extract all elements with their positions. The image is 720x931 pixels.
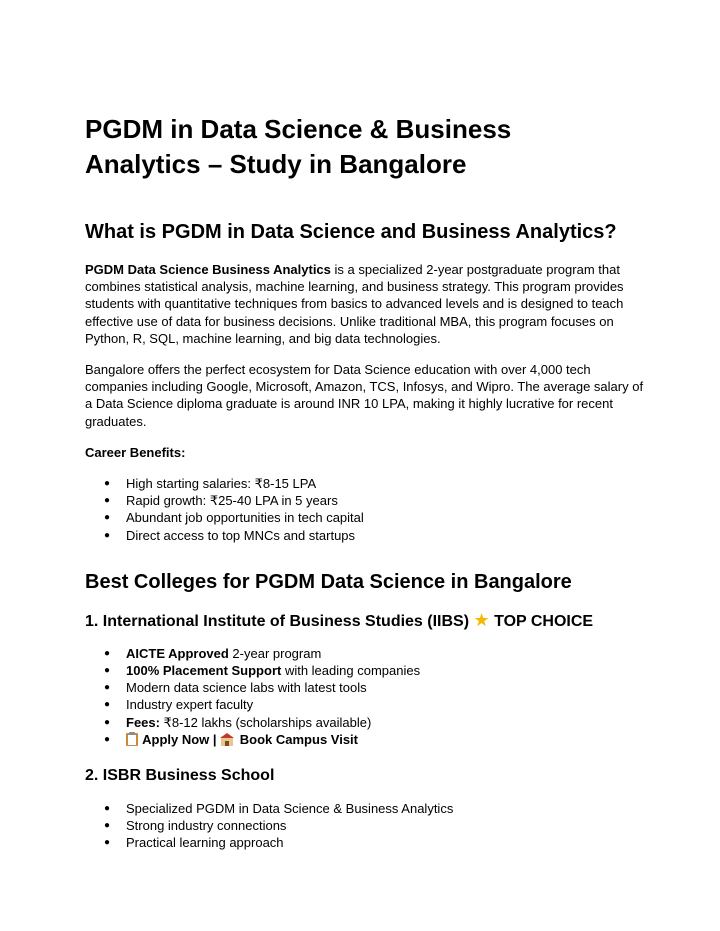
list-item: ● Fees: ₹8-12 lakhs (scholarships available) <box>85 714 645 731</box>
list-item: ● High starting salaries: ₹8-15 LPA <box>85 475 645 492</box>
intro-bold: PGDM Data Science Business Analytics <box>85 262 331 277</box>
title-line-2: Analytics – Study in Bangalore <box>85 149 467 179</box>
college-2-heading: 2. ISBR Business School <box>85 767 275 785</box>
title-line-1: PGDM in Data Science & Business <box>85 114 512 144</box>
career-benefits-list <box>85 475 645 544</box>
list-item: ● Direct access to top MNCs and startups <box>85 527 645 544</box>
list-item: ● Specialized PGDM in Data Science & Business Analytics <box>85 800 645 817</box>
list-item: ● Rapid growth: ₹25-40 LPA in 5 years <box>85 492 645 509</box>
document-title <box>85 112 645 182</box>
document-content <box>85 112 645 852</box>
list-item: ● 100% Placement Support with leading companies <box>85 662 645 679</box>
list-item: ● AICTE Approved 2-year program <box>85 645 645 662</box>
apply-now-link[interactable]: Apply Now | <box>139 731 221 747</box>
college-2-list <box>85 800 645 852</box>
list-item: ● Practical learning approach <box>85 834 645 851</box>
school-icon <box>220 733 234 746</box>
list-item: ● Strong industry connections <box>85 817 645 834</box>
book-campus-visit-link[interactable]: Book Campus Visit <box>236 731 358 747</box>
clipboard-icon <box>126 732 138 746</box>
list-item: ● Industry expert faculty <box>85 696 645 713</box>
list-item-actions <box>85 731 645 748</box>
career-benefits-heading: Career Benefits: <box>85 444 186 460</box>
intro-paragraph <box>85 261 645 347</box>
section-heading-best-colleges: Best Colleges for PGDM Data Science in Bangalore <box>85 570 572 593</box>
list-item: ● Abundant job opportunities in tech capital <box>85 509 645 526</box>
college-1-heading: 1. International Institute of Business Studies (IIBS) ★ TOP CHOICE <box>85 609 594 630</box>
section-heading-what-is: What is PGDM in Data Science and Business Analytics? <box>85 221 617 243</box>
bangalore-paragraph: Bangalore offers the perfect ecosystem for Data Science education with over 4,000 tech companies including Google, Microsoft, Amazon, TCS, Infosys, and Wipro. The average salary of a Data Science diploma graduate is around INR 10 LPA, making it highly lucrative for recent graduates. <box>85 362 644 429</box>
intro-text: is a specialized 2-year postgraduate program that combines statistical analysis, machine learning, and business strategy. This program provides students with quantitative techniques from basics to advanced levels and is designed to teach effective use of data for business decisions. Unlike traditional MBA, this program focuses on Python, R, SQL, machine learning, and big data technologies. <box>85 262 624 346</box>
star-icon: ★ <box>473 609 490 630</box>
college-1-list <box>85 645 645 748</box>
list-item: ● Modern data science labs with latest tools <box>85 679 645 696</box>
